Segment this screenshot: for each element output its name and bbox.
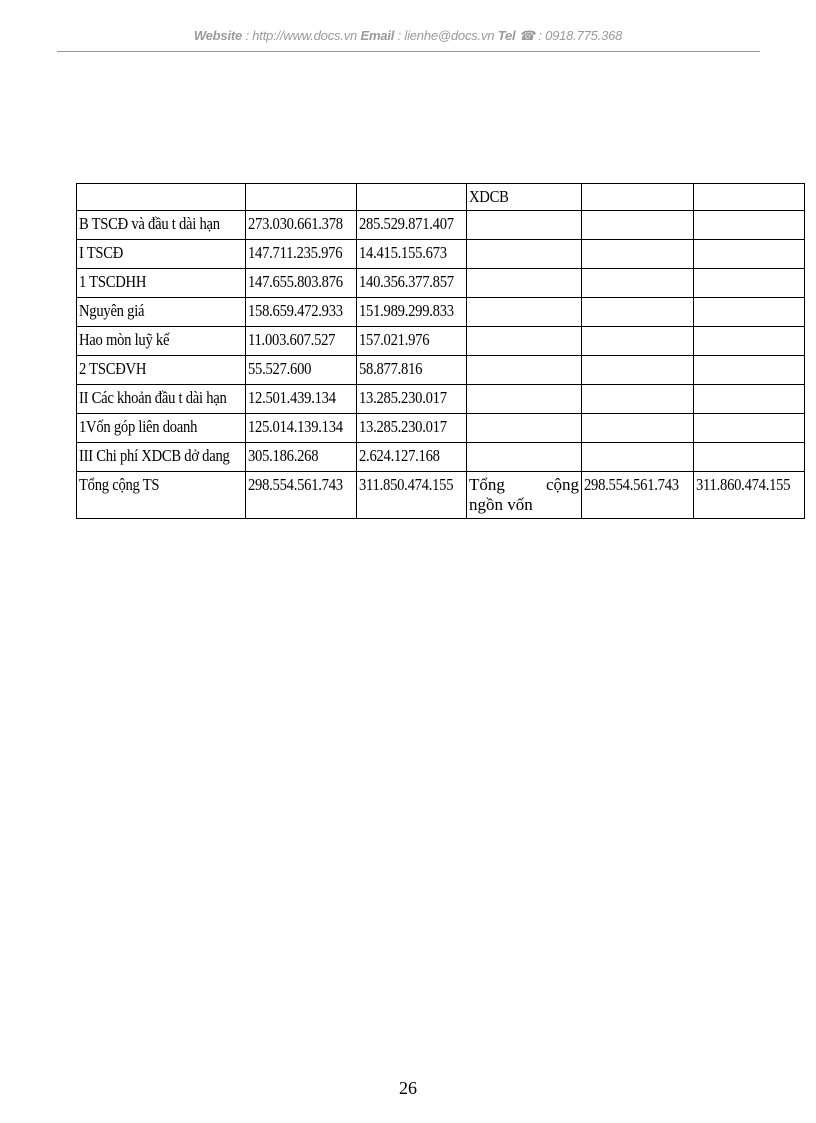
table-cell (77, 269, 246, 298)
table-row (77, 298, 805, 327)
table-cell (467, 356, 582, 385)
table-cell (694, 327, 805, 356)
cell-text: 14.415.155.673 (359, 243, 447, 262)
cell-text: 305.186.268 (248, 446, 319, 465)
cell-text: 1 TSCDHH (79, 272, 147, 291)
table-cell (357, 240, 467, 269)
cell-text: 12.501.439.134 (248, 388, 336, 407)
table-cell (246, 327, 357, 356)
table-cell (694, 184, 805, 211)
cell-text: Tổng cộng TS (79, 475, 160, 494)
table-cell (467, 184, 582, 211)
cell-text: III Chi phí XDCB dở dang (79, 446, 230, 465)
table-cell (77, 240, 246, 269)
table-cell (357, 269, 467, 298)
table-cell (694, 211, 805, 240)
balance-sheet-table (76, 183, 805, 519)
cell-text: 13.285.230.017 (359, 388, 447, 407)
table-cell (582, 298, 694, 327)
tel-label: Tel (497, 28, 516, 43)
table-row (77, 184, 805, 211)
table-row (77, 211, 805, 240)
table-cell (694, 298, 805, 327)
table-cell (357, 472, 467, 519)
table-row (77, 414, 805, 443)
table-cell (694, 472, 805, 519)
table-cell (694, 443, 805, 472)
table-cell (77, 385, 246, 414)
email-label: Email (360, 28, 395, 43)
page-number: 26 (399, 1078, 417, 1098)
tel-value: : 0918.775.368 (534, 28, 623, 43)
table-cell (77, 443, 246, 472)
table-cell (357, 414, 467, 443)
table-cell (77, 414, 246, 443)
table-cell (694, 269, 805, 298)
table-cell (582, 240, 694, 269)
cell-text: 2.624.127.168 (359, 446, 440, 465)
cell-text: Nguyên giá (79, 301, 145, 320)
table-cell (467, 298, 582, 327)
cell-text: 147.655.803.876 (248, 272, 343, 291)
cell-text: 1Vốn góp liên doanh (79, 417, 198, 436)
table-cell (246, 240, 357, 269)
table-cell (357, 211, 467, 240)
table-row (77, 443, 805, 472)
cell-text: 125.014.139.134 (248, 417, 343, 436)
table-cell (694, 356, 805, 385)
cell-text: XDCB (469, 187, 509, 206)
table-cell (694, 240, 805, 269)
cell-text: 311.860.474.155 (696, 475, 791, 494)
cell-text: 13.285.230.017 (359, 417, 447, 436)
cell-text: 311.850.474.155 (359, 475, 454, 494)
table-cell (246, 414, 357, 443)
table-cell (246, 472, 357, 519)
email-value: : lienhe@docs.vn (394, 28, 498, 43)
table-cell (582, 184, 694, 211)
table-cell (77, 327, 246, 356)
table-cell (467, 269, 582, 298)
table-cell (357, 327, 467, 356)
table-cell (246, 211, 357, 240)
table-row (77, 385, 805, 414)
table-cell (467, 472, 582, 519)
table-cell (77, 184, 246, 211)
table-cell (467, 327, 582, 356)
cell-text: 285.529.871.407 (359, 214, 454, 233)
cell-text: 58.877.816 (359, 359, 423, 378)
cell-text: 140.356.377.857 (359, 272, 454, 291)
cell-text: 147.711.235.976 (248, 243, 343, 262)
table-row (77, 472, 805, 519)
table-cell (694, 414, 805, 443)
cell-text: 157.021.976 (359, 330, 430, 349)
table-cell (467, 211, 582, 240)
table-cell (582, 414, 694, 443)
table-cell (582, 269, 694, 298)
table-row (77, 327, 805, 356)
table-cell (246, 298, 357, 327)
cell-text: 273.030.661.378 (248, 214, 343, 233)
table-cell (246, 269, 357, 298)
table-cell (467, 414, 582, 443)
page-header (0, 28, 816, 44)
table-row (77, 240, 805, 269)
table-cell (246, 443, 357, 472)
cell-text: B TSCĐ và đầu t dài hạn (79, 214, 220, 233)
table-cell (357, 298, 467, 327)
cell-text: 298.554.561.743 (248, 475, 343, 494)
table-cell (582, 356, 694, 385)
header-divider (57, 51, 760, 52)
table-cell (77, 356, 246, 385)
table-cell (582, 472, 694, 519)
table-cell (77, 211, 246, 240)
cell-text: 151.989.299.833 (359, 301, 454, 320)
table-cell (357, 184, 467, 211)
table-cell (582, 385, 694, 414)
table-row (77, 356, 805, 385)
phone-icon: ☎ (518, 28, 535, 43)
cell-text: 2 TSCĐVH (79, 359, 147, 378)
table-cell (582, 443, 694, 472)
website-label: Website (193, 28, 243, 43)
table-cell (582, 211, 694, 240)
table-cell (357, 385, 467, 414)
cell-text: 298.554.561.743 (584, 475, 679, 494)
table-cell (246, 385, 357, 414)
table-cell (582, 327, 694, 356)
table-cell (246, 356, 357, 385)
cell-text: 55.527.600 (248, 359, 312, 378)
table-cell (467, 385, 582, 414)
table-cell (77, 298, 246, 327)
cell-text: Hao mòn luỹ kế (79, 330, 170, 349)
table-cell (694, 385, 805, 414)
table-cell (357, 356, 467, 385)
table-cell (246, 184, 357, 211)
cell-text: Tổng cộng ngồn vốn (469, 475, 579, 514)
website-value: : http://www.docs.vn (242, 28, 361, 43)
table-cell (467, 443, 582, 472)
table-cell (357, 443, 467, 472)
cell-text: 11.003.607.527 (248, 330, 336, 349)
cell-text: 158.659.472.933 (248, 301, 343, 320)
table-cell (467, 240, 582, 269)
table-body (77, 184, 805, 519)
cell-text: I TSCĐ (79, 243, 124, 262)
table-cell (77, 472, 246, 519)
cell-text: II Các khoản đầu t dài hạn (79, 388, 227, 407)
table-row (77, 269, 805, 298)
